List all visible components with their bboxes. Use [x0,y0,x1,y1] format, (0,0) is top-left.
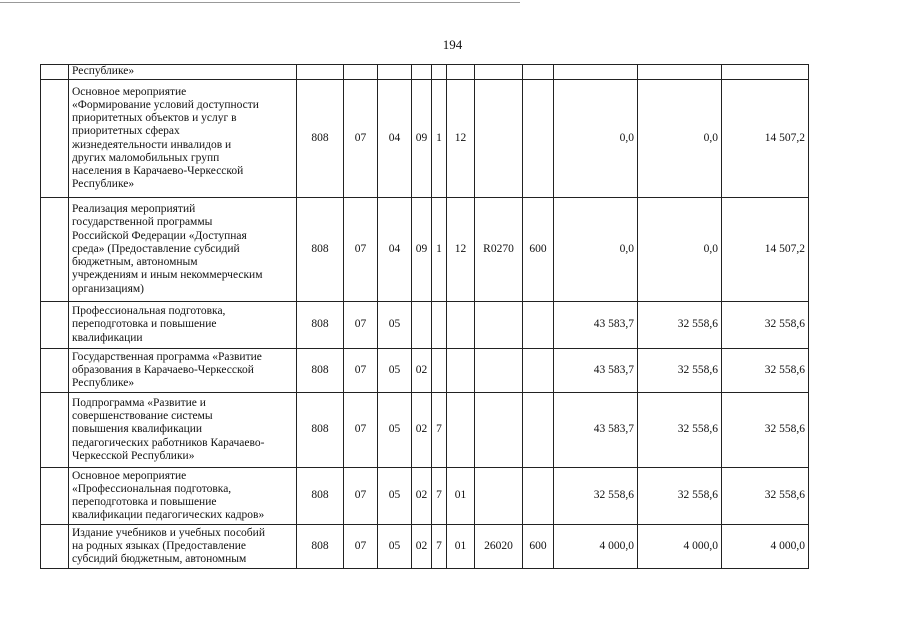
activity-code-cell [447,349,475,393]
expense-type-cell [523,349,554,393]
page-number: 194 [442,37,463,52]
item-name-cell [69,302,297,349]
subprogram-code-cell [432,349,447,393]
direction-code-cell [475,468,523,525]
item-name-cell [69,80,297,198]
item-name: Подпрограмма «Развитие и совершенствование системы повышения квалификации педагогических работников Карачаево- Черкесской Республики» [72,396,265,462]
amount-year-3-cell: 14 507,2 [722,80,809,198]
amount-year-2-cell: 32 558,6 [638,393,722,468]
item-name-cell [69,65,297,80]
expense-type-cell: 600 [523,525,554,569]
section-code-cell: 07 [344,198,378,302]
direction-code-cell: 26020 [475,525,523,569]
amount-year-1-cell: 0,0 [554,198,638,302]
item-name-cell [69,393,297,468]
expense-type-cell: 600 [523,198,554,302]
table-row [41,302,809,349]
table-row [41,65,809,80]
amount-year-1-cell: 43 583,7 [554,302,638,349]
amount-year-2-cell [638,65,722,80]
amount-year-3-cell: 32 558,6 [722,302,809,349]
expense-type-cell [523,80,554,198]
amount-year-1-cell: 0,0 [554,80,638,198]
row-number-cell [41,349,69,393]
activity-code-cell: 12 [447,198,475,302]
item-name-cell [69,525,297,569]
amount-year-3-cell [722,65,809,80]
table-row [41,468,809,525]
amount-year-2-cell: 32 558,6 [638,349,722,393]
row-number-cell [41,525,69,569]
scan-top-edge [0,2,520,3]
amount-year-3-cell: 32 558,6 [722,393,809,468]
subsection-code-cell: 04 [378,80,412,198]
ministry-code-cell: 808 [297,525,344,569]
row-number-cell [41,198,69,302]
item-name-cell [69,349,297,393]
program-code-cell: 02 [412,468,432,525]
expense-type-cell [523,468,554,525]
item-name-cell [69,468,297,525]
amount-year-2-cell: 0,0 [638,80,722,198]
item-name: Издание учебников и учебных пособий на родных языках (Предоставление субсидий бюджетным, автономным [72,526,265,566]
program-code-cell: 02 [412,349,432,393]
program-code-cell [412,302,432,349]
item-name: Основное мероприятие «Профессиональная подготовка, переподготовка и повышение квалификации педагогических кадров» [72,469,265,522]
table-row [41,198,809,302]
subsection-code-cell: 05 [378,349,412,393]
subprogram-code-cell: 1 [432,198,447,302]
subprogram-code-cell [432,65,447,80]
amount-year-2-cell: 32 558,6 [638,468,722,525]
amount-year-1-cell: 4 000,0 [554,525,638,569]
activity-code-cell [447,65,475,80]
program-code-cell [412,65,432,80]
expense-type-cell [523,302,554,349]
subsection-code-cell: 05 [378,393,412,468]
item-name: Республике» [72,65,135,78]
activity-code-cell: 01 [447,525,475,569]
direction-code-cell: R0270 [475,198,523,302]
item-name: Реализация мероприятий государственной программы Российской Федерации «Доступная среда» (Предоставление субсидий бюджетным, автономным учреждениям и иным некоммерческим организациям) [72,203,263,295]
direction-code-cell [475,349,523,393]
amount-year-1-cell: 32 558,6 [554,468,638,525]
activity-code-cell: 01 [447,468,475,525]
row-number-cell [41,468,69,525]
activity-code-cell [447,302,475,349]
row-number-cell [41,393,69,468]
ministry-code-cell: 808 [297,80,344,198]
subprogram-code-cell: 7 [432,468,447,525]
program-code-cell: 09 [412,198,432,302]
item-name: Профессиональная подготовка, переподготовка и повышение квалификации [72,305,226,344]
amount-year-1-cell: 43 583,7 [554,393,638,468]
section-code-cell: 07 [344,393,378,468]
activity-code-cell [447,393,475,468]
ministry-code-cell [297,65,344,80]
row-number-cell [41,80,69,198]
amount-year-3-cell: 32 558,6 [722,349,809,393]
amount-year-3-cell: 32 558,6 [722,468,809,525]
amount-year-2-cell: 32 558,6 [638,302,722,349]
program-code-cell: 02 [412,393,432,468]
ministry-code-cell: 808 [297,198,344,302]
section-code-cell: 07 [344,349,378,393]
amount-year-2-cell: 4 000,0 [638,525,722,569]
subprogram-code-cell [432,302,447,349]
amount-year-1-cell [554,65,638,80]
subsection-code-cell: 05 [378,525,412,569]
subsection-code-cell: 05 [378,468,412,525]
subsection-code-cell: 05 [378,302,412,349]
section-code-cell: 07 [344,80,378,198]
ministry-code-cell: 808 [297,302,344,349]
amount-year-1-cell: 43 583,7 [554,349,638,393]
section-code-cell: 07 [344,468,378,525]
item-name: Государственная программа «Развитие образования в Карачаево-Черкесской Республике» [72,350,262,390]
program-code-cell: 02 [412,525,432,569]
item-name: Основное мероприятие «Формирование условий доступности приоритетных объектов и услуг в приоритетных сферах жизнедеятельности инвалидов и других маломобильных групп населения в Карачаево-Черкесской Республике» [72,85,259,191]
subprogram-code-cell: 7 [432,393,447,468]
section-code-cell [344,65,378,80]
row-number-cell [41,302,69,349]
expense-type-cell [523,393,554,468]
activity-code-cell: 12 [447,80,475,198]
expense-type-cell [523,65,554,80]
section-code-cell: 07 [344,525,378,569]
budget-table [40,64,809,569]
amount-year-2-cell: 0,0 [638,198,722,302]
direction-code-cell [475,393,523,468]
subsection-code-cell [378,65,412,80]
amount-year-3-cell: 4 000,0 [722,525,809,569]
ministry-code-cell: 808 [297,393,344,468]
subprogram-code-cell: 1 [432,80,447,198]
ministry-code-cell: 808 [297,349,344,393]
item-name-cell [69,198,297,302]
direction-code-cell [475,65,523,80]
subprogram-code-cell: 7 [432,525,447,569]
direction-code-cell [475,302,523,349]
section-code-cell: 07 [344,302,378,349]
row-number-cell [41,65,69,80]
ministry-code-cell: 808 [297,468,344,525]
subsection-code-cell: 04 [378,198,412,302]
amount-year-3-cell: 14 507,2 [722,198,809,302]
program-code-cell: 09 [412,80,432,198]
direction-code-cell [475,80,523,198]
table-row [41,525,809,569]
table-row [41,80,809,198]
table-row [41,393,809,468]
table-row [41,349,809,393]
